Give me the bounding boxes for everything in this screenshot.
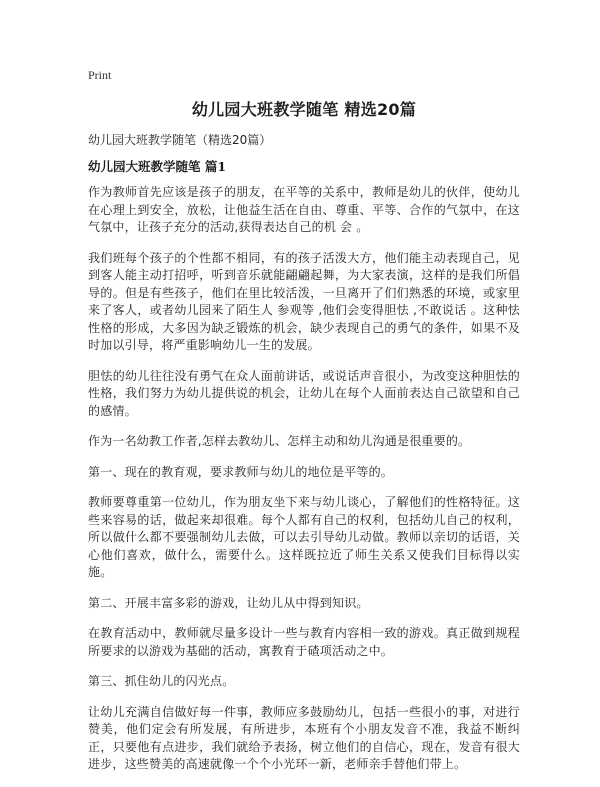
document-body bbox=[88, 184, 520, 787]
document-subtitle: 幼儿园大班教学随笔（精选20篇） bbox=[88, 133, 272, 147]
paragraph-3: 胆怯的幼儿往往没有勇气在众人面前讲话，或说话声音很小，为改变这种胆怯的性格，我们努力为幼儿提供说的机会，让幼儿在每个人面前表达自己欲望和自己的感情。 bbox=[88, 368, 520, 418]
paragraph-1: 作为教师首先应该是孩子的朋友，在平等的关系中，教师是幼儿的伙伴，使幼儿在心理上到安全，放松，让他益生活在自由、尊重、平等、合作的气氛中，在这气氛中，让孩子充分的活动,获得表达自己的机 会 。 bbox=[88, 185, 520, 234]
paragraph-5: 教师要尊重第一位幼儿，作为朋友坐下来与幼儿谈心，了解他们的性格特征。这些来容易的话，做起来却很难。每个人都有自己的权利，包括幼儿自己的权利，所以做什么都不要强制幼儿去做，可以去引导幼儿动做。教师以亲切的话语，关心他们喜欢，做什么，需要什么。这样既拉近了师生关系又使我们目标得以实施。 bbox=[88, 495, 520, 579]
paragraph-4: 作为一名幼教工作者,怎样去教幼儿、怎样主动和幼儿沟通是很重要的。 bbox=[88, 434, 471, 448]
point-heading-3: 第三、抓住幼儿的闪光点。 bbox=[88, 674, 235, 688]
point-heading-2: 第二、开展丰富多彩的游戏，让幼儿从中得到知识。 bbox=[88, 595, 369, 610]
paragraph-7: 让幼儿充满自信做好每一件事，教师应多鼓励幼儿，包括一些很小的事，对进行赞美，他们定会有所发展，有所进步，本班有个小朋友发音不准，我益不断纠正，只要他有点进步，我们就给予表扬，树立他们的自信心，现在，发音有很大进步，这些赞美的高速就像一个个小光环一新，老师亲手替他们带上。 bbox=[88, 704, 520, 771]
point-heading-1: 第一、现在的教育观，要求教师与幼儿的地位是平等的。 bbox=[88, 464, 394, 479]
paragraph-2: 我们班每个孩子的个性都不相同，有的孩子活泼大方，他们能主动表现自己，见到客人能主动打招呼，听到音乐就能翩翩起舞，为大家表演，这样的是我们所倡导的。但是有些孩子，他们在里比较活泼，一旦离开了们们熟悉的环境，或家里来了客人，或者幼儿园来了陌生人 参观等 ,他们会变得胆怯 ,不敢说话 。这种怯性格的形成，大多因为缺乏锻炼的机会，缺少表现自己的勇气的条件，如果不及时加以引导，将严重影响幼儿一生的发展。 bbox=[88, 250, 520, 352]
section-heading: 幼儿园大班教学随笔 篇1 bbox=[88, 159, 227, 174]
paragraph-6: 在教育活动中，教师就尽量多设计一些与教育内容相一致的游戏。真正做到规程所要求的以游戏为基础的活动，寓教育于碴项活动之中。 bbox=[88, 626, 520, 658]
print-label: Print bbox=[88, 68, 112, 82]
document-title: 幼儿园大班教学随笔 精选20篇 bbox=[191, 100, 417, 119]
